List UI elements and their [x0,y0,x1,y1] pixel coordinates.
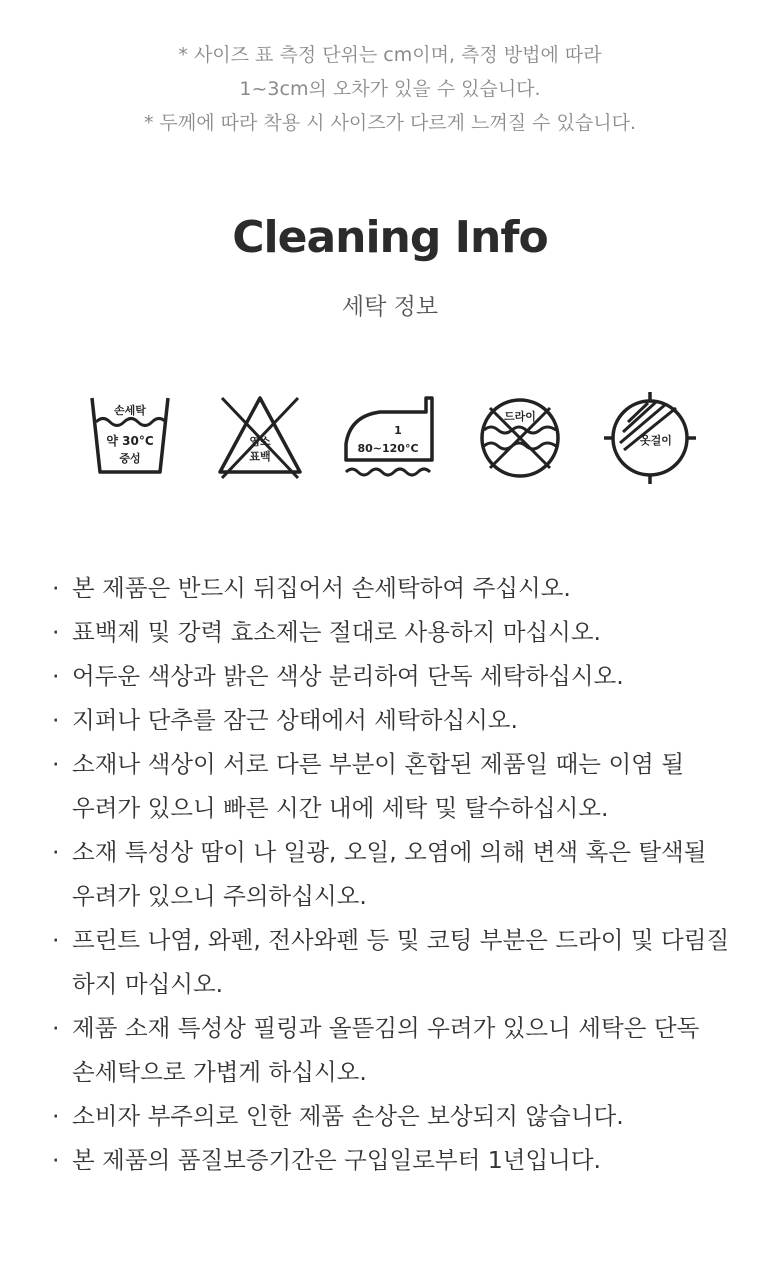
instruction-text: 하지 마십시오. [72,970,224,998]
size-note-line: * 사이즈 표 측정 단위는 cm이며, 측정 방법에 따라 [178,44,602,66]
instruction-item [52,654,752,698]
instruction-item [52,1094,752,1138]
hang-dry-icon [600,388,700,488]
instruction-text: 손세탁으로 가볍게 하십시오. [72,1058,367,1086]
instruction-text: · 제품 소재 특성상 필링과 올뜯김의 우려가 있으니 세탁은 단독 [72,1014,700,1042]
instruction-item [52,610,752,654]
instruction-text: · 본 제품은 반드시 뒤집어서 손세탁하여 주십시오. [72,574,571,602]
no-bleach-label: 표백 [249,450,271,463]
washing-instructions-list [52,566,752,1182]
instruction-text: · 프린트 나염, 와펜, 전사와펜 등 및 코팅 부분은 드라이 및 다림질 [72,926,730,954]
hand-wash-icon [80,388,180,488]
instruction-text: 우려가 있으니 주의하십시오. [72,882,367,910]
instruction-item [52,918,752,1006]
iron-icon [340,388,440,488]
instruction-text: · 소재 특성상 땀이 나 일광, 오일, 오염에 의해 변색 혹은 탈색될 [72,838,707,866]
instruction-text: · 소비자 부주의로 인한 제품 손상은 보상되지 않습니다. [72,1102,624,1130]
size-note-line: * 두께에 따라 착용 시 사이즈가 다르게 느껴질 수 있습니다. [143,112,637,134]
care-icons-row [80,388,700,488]
instruction-text: · 지퍼나 단추를 잠근 상태에서 세탁하십시오. [72,706,518,734]
hand-wash-temp: 약 30°C [106,434,154,448]
no-bleach-label: 염소 [249,435,271,448]
instruction-item [52,698,752,742]
section-subtitle: 세탁 정보 [341,294,439,320]
hand-wash-label: 손세탁 [114,404,146,417]
instruction-text: · 어두운 색상과 밝은 색상 분리하여 단독 세탁하십시오. [72,662,624,690]
no-bleach-icon [210,388,310,488]
instruction-text: · 본 제품의 품질보증기간은 구입일로부터 1년입니다. [72,1146,602,1174]
size-note-line: 1~3cm의 오차가 있을 수 있습니다. [239,78,541,100]
instruction-item [52,1006,752,1094]
instruction-item [52,742,752,830]
no-dry-clean-icon [470,388,570,488]
instruction-text: 우려가 있으니 빠른 시간 내에 세탁 및 탈수하십시오. [72,794,609,822]
size-notes [0,38,780,140]
dry-clean-label: 드라이 [504,410,536,423]
iron-temp: 80~120°C [357,442,419,455]
hang-dry-label: 옷걸이 [640,434,672,447]
iron-setting: 1 [394,424,402,437]
instruction-item [52,830,752,918]
instruction-item [52,1138,752,1182]
instruction-text: · 표백제 및 강력 효소제는 절대로 사용하지 마십시오. [72,618,602,646]
section-title: Cleaning Info [232,212,548,263]
hand-wash-detergent: 중성 [119,452,141,465]
instruction-item [52,566,752,610]
instruction-text: · 소재나 색상이 서로 다른 부분이 혼합된 제품일 때는 이염 될 [72,750,685,778]
